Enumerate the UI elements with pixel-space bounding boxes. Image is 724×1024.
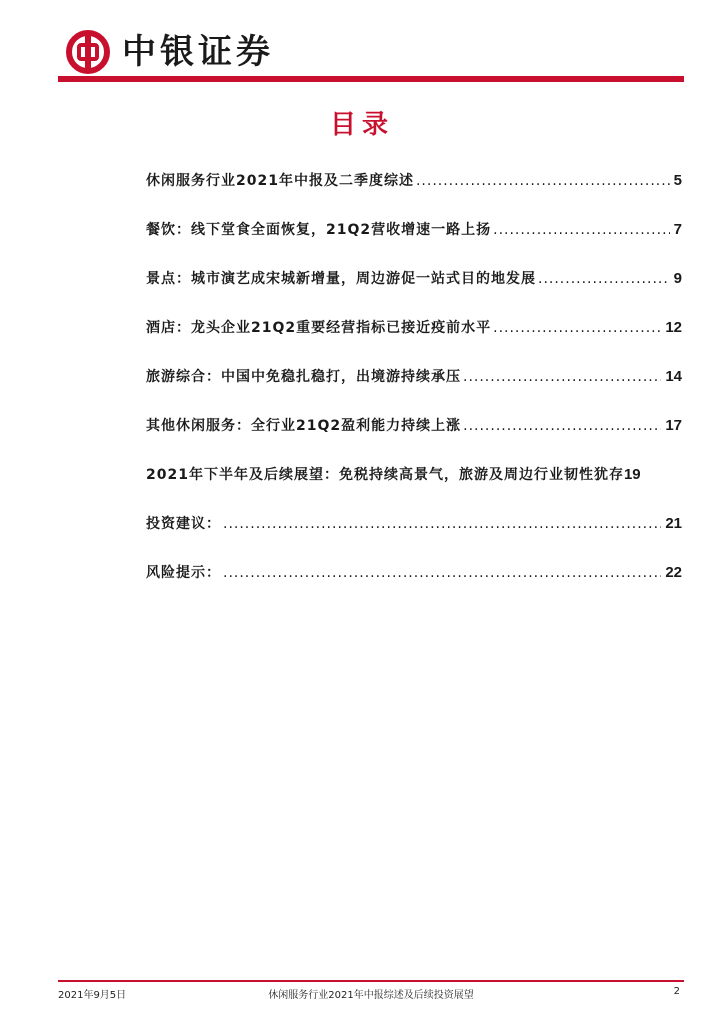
toc-entry-text: 其他休闲服务：全行业21Q2盈利能力持续上涨 — [146, 418, 462, 434]
toc-entry[interactable] — [146, 317, 682, 366]
header-divider — [58, 76, 684, 82]
footer-divider — [58, 980, 684, 982]
toc-entry[interactable] — [146, 513, 682, 562]
toc-entry[interactable] — [146, 219, 682, 268]
toc-entry[interactable] — [146, 268, 682, 317]
footer-report-title: 休闲服务行业2021年中报综述及后续投资展望 — [268, 990, 474, 1001]
toc-entry-text: 风险提示： — [146, 565, 221, 581]
toc-dot-leader — [493, 320, 661, 336]
toc-entry[interactable] — [146, 366, 682, 415]
page-footer — [58, 986, 684, 1002]
toc-title: 目录 — [329, 110, 394, 140]
toc-dot-leader — [493, 222, 670, 238]
toc-entry-text: 景点：城市演艺成宋城新增量，周边游促一站式目的地发展 — [146, 271, 536, 287]
toc-entry-page: 7 — [673, 221, 682, 238]
toc-entry-text: 餐饮：线下堂食全面恢复，21Q2营收增速一路上扬 — [146, 222, 492, 238]
toc-entry[interactable] — [146, 562, 682, 611]
toc-dot-leader — [416, 173, 670, 189]
toc-entry-page: 9 — [673, 270, 682, 287]
toc-entry-text: 休闲服务行业2021年中报及二季度综述 — [146, 173, 414, 189]
toc-dot-leader — [538, 271, 670, 287]
toc-entry-text: 酒店：龙头企业21Q2重要经营指标已接近疫前水平 — [146, 320, 492, 336]
toc-dot-leader — [463, 369, 661, 385]
toc-dot-leader — [223, 565, 661, 581]
footer-date: 2021年9月5日 — [58, 990, 127, 1001]
toc-dot-leader — [223, 516, 661, 532]
toc-entry-page: 17 — [665, 417, 682, 434]
toc-entry-text: 2021年下半年及后续展望：免税持续高景气，旅游及周边行业韧性犹存 — [146, 467, 624, 483]
toc-entry-page: 22 — [665, 564, 682, 581]
page-header — [58, 26, 684, 82]
toc-entry[interactable] — [146, 170, 682, 219]
toc-dot-leader — [463, 418, 661, 434]
bank-of-china-logo-icon — [66, 30, 110, 74]
toc-entry-page: 14 — [665, 368, 682, 385]
toc-entry-text: 旅游综合：中国中免稳扎稳打，出境游持续承压 — [146, 369, 461, 385]
toc-entry-page: 5 — [673, 172, 682, 189]
toc-entry[interactable] — [146, 464, 682, 513]
brand-name: 中银证券 — [122, 32, 274, 72]
footer-page-number: 2 — [673, 986, 680, 997]
toc-entry-page: 21 — [665, 515, 682, 532]
toc-entry-text: 投资建议： — [146, 516, 221, 532]
toc-entry-page: 19 — [623, 466, 641, 483]
toc-entry-page: 12 — [665, 319, 682, 336]
toc-entry[interactable] — [146, 415, 682, 464]
toc-list — [146, 170, 682, 611]
